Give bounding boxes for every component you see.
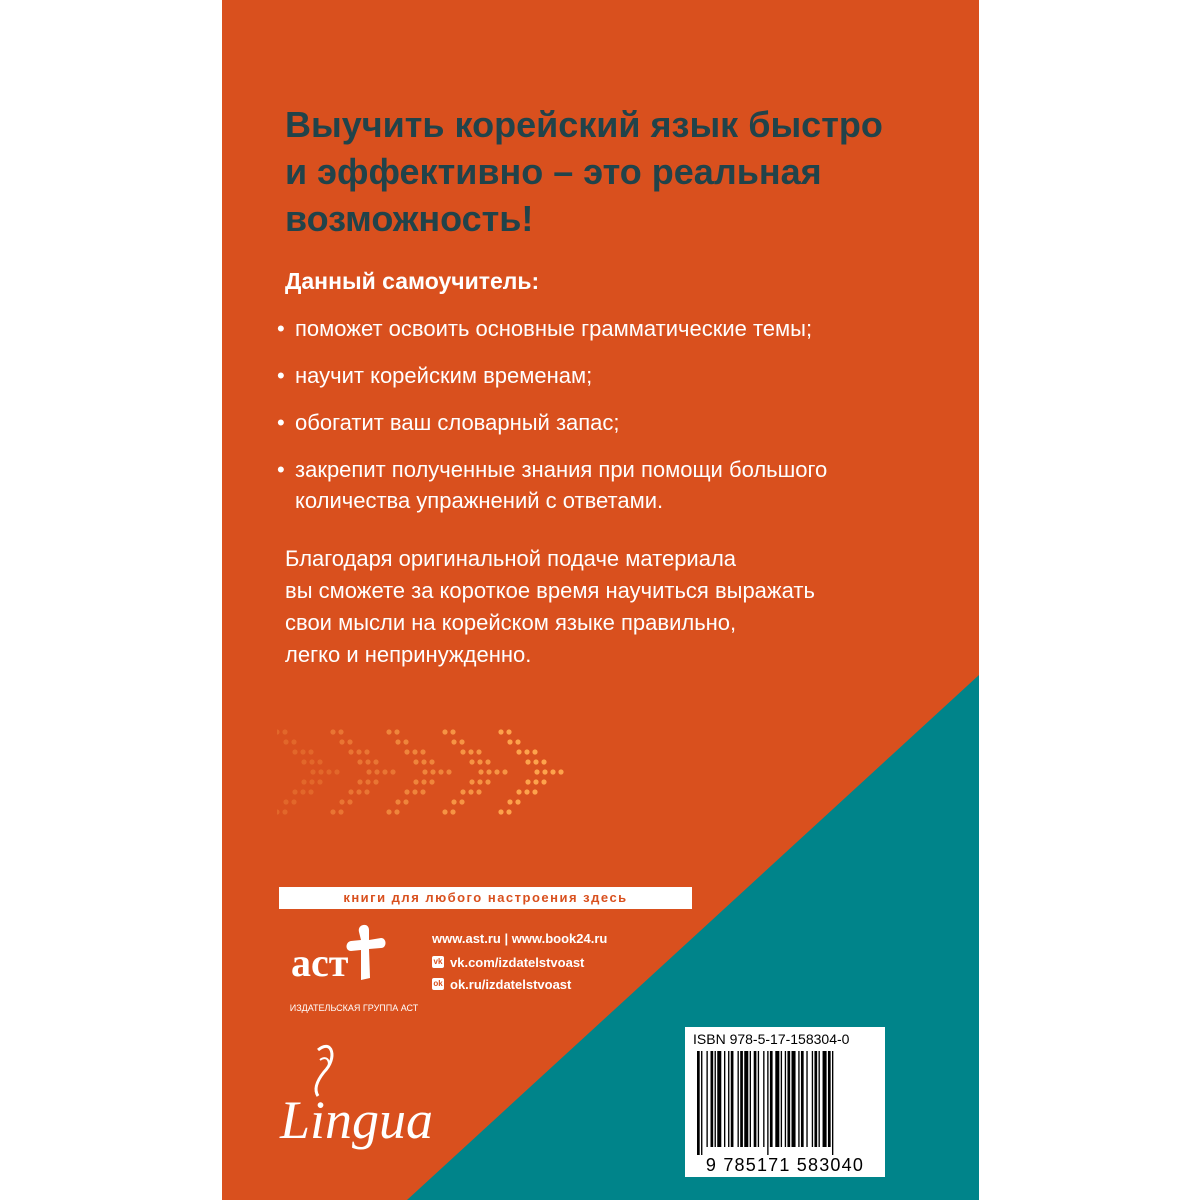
bullet-marker: • [277,457,285,482]
paragraph-line-2: вы сможете за короткое время научиться выражать [285,578,815,603]
ean-digits: 9 785171 583040 [705,1155,865,1175]
feature-text: закрепит полученные знания при помощи большого количества упражнений с ответами. [295,457,828,513]
vk-icon: vk [433,957,443,966]
ok-link[interactable]: ok.ru/izdatelstvoast [450,976,572,992]
lingua-logo-text: Lingua [280,1090,434,1150]
ast-logo [277,918,427,998]
headline-line-1: Выучить корейский язык быстро [285,104,883,145]
description-paragraph [285,543,885,671]
feature-item [277,407,937,438]
vk-link[interactable]: vk.com/izdatelstvoast [450,954,585,970]
lingua-logo [274,1040,464,1150]
paragraph-line-4: легко и непринужденно. [285,642,532,667]
headline-line-2: и эффективно – это реальная [285,151,822,192]
tagline-banner: книги для любого настроения здесь [279,887,692,909]
isbn-barcode [685,1027,885,1177]
isbn-label: ISBN 978-5-17-158304-0 [693,1031,850,1047]
publisher-group-name: ИЗДАТЕЛЬСКАЯ ГРУППА АСТ [289,1003,419,1013]
book-back-cover [222,0,979,1200]
dotted-arrows-decoration [277,722,597,822]
bullet-marker: • [277,363,285,388]
bullet-marker: • [277,316,285,341]
feature-text: обогатит ваш словарный запас; [295,410,620,435]
feature-list [277,313,937,532]
paragraph-line-3: свои мысли на корейском языке правильно, [285,610,737,635]
ok-icon: ok [433,979,443,988]
ast-logo-text: аст [291,940,349,985]
feature-item [277,454,937,516]
feature-item [277,313,937,344]
feature-item [277,360,937,391]
publisher-links [432,930,607,998]
barcode-bars [693,1051,877,1155]
feature-text: научит корейским временам; [295,363,593,388]
paragraph-line-1: Благодаря оригинальной подаче материала [285,546,737,571]
headline [285,101,965,242]
bullet-marker: • [277,410,285,435]
subheading: Данный самоучитель: [285,268,540,294]
feature-text: поможет освоить основные грамматические темы; [295,316,813,341]
headline-line-3: возможность! [285,198,534,239]
websites-link[interactable]: www.ast.ru | www.book24.ru [432,930,608,946]
